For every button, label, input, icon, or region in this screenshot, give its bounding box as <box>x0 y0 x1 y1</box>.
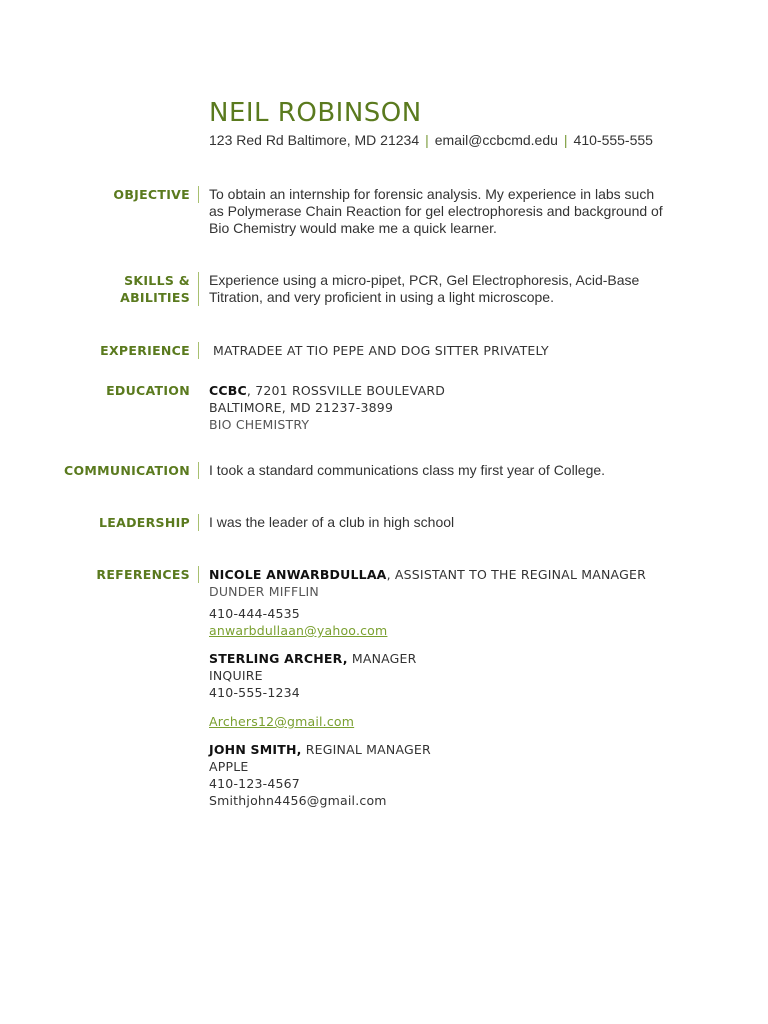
reference-entry <box>209 566 664 639</box>
candidate-name: NEIL ROBINSON <box>209 98 422 128</box>
school-city: BALTIMORE, MD 21237-3899 <box>209 400 394 415</box>
reference-email-link[interactable]: Archers12@gmail.com <box>209 714 355 729</box>
reference-email-link[interactable]: anwarbdullaan@yahoo.com <box>209 623 388 638</box>
education-major: BIO CHEMISTRY <box>209 417 310 432</box>
contact-phone: 410-555-555 <box>573 132 653 148</box>
reference-title: MANAGER <box>347 651 417 666</box>
reference-title: REGINAL MANAGER <box>301 742 431 757</box>
section-label-line: SKILLS & <box>124 273 190 288</box>
contact-email: email@ccbcmd.edu <box>434 132 558 148</box>
education-school-line <box>209 382 664 399</box>
reference-entry <box>209 650 664 730</box>
reference-name: STERLING ARCHER, <box>209 651 348 666</box>
objective-text: To obtain an internship for forensic analysis. My experience in labs such as Polymerase Chain Reaction for gel electrophoresis and background of Bio Chemistry would make me a quick learner. <box>209 186 663 236</box>
section-divider <box>198 272 199 306</box>
section-label-line: ABILITIES <box>120 290 190 305</box>
reference-heading <box>209 650 664 667</box>
section-label: EDUCATION <box>106 383 190 398</box>
communication-text: I took a standard communications class my first year of College. <box>209 462 606 478</box>
reference-company: INQUIRE <box>209 668 263 683</box>
section-divider <box>198 462 199 479</box>
section-label: COMMUNICATION <box>64 463 190 478</box>
school-name: CCBC <box>209 383 247 398</box>
reference-company: DUNDER MIFFLIN <box>209 584 319 599</box>
reference-phone: 410-123-4567 <box>209 776 300 791</box>
reference-heading <box>209 741 664 758</box>
references-list <box>209 566 664 809</box>
reference-phone: 410-444-4535 <box>209 606 300 621</box>
reference-entry <box>209 741 664 809</box>
reference-name: JOHN SMITH, <box>209 742 302 757</box>
skills-text: Experience using a micro-pipet, PCR, Gel Electrophoresis, Acid-Base Titration, and very proficient in using a light microscope. <box>209 272 640 305</box>
reference-name: NICOLE ANWARBDULLAA <box>209 567 387 582</box>
resume-header <box>209 98 653 148</box>
reference-email: Smithjohn4456@gmail.com <box>209 793 387 808</box>
reference-title: , ASSISTANT TO THE REGINAL MANAGER <box>386 567 646 582</box>
reference-heading <box>209 566 664 583</box>
section-label <box>10 272 190 306</box>
contact-separator: | <box>563 132 568 148</box>
section-label: REFERENCES <box>96 567 190 582</box>
section-divider <box>198 186 199 203</box>
reference-company: APPLE <box>209 759 249 774</box>
section-label: OBJECTIVE <box>113 187 190 202</box>
experience-text: MATRADEE AT TIO PEPE AND DOG SITTER PRIVATELY <box>213 343 549 358</box>
education-details <box>209 382 664 433</box>
contact-separator: | <box>425 132 429 148</box>
section-divider <box>198 342 199 359</box>
section-label: LEADERSHIP <box>99 515 190 530</box>
reference-phone: 410-555-1234 <box>209 685 300 700</box>
address: 123 Red Rd Baltimore, MD 21234 <box>209 132 420 148</box>
contact-line <box>209 132 653 148</box>
section-label: EXPERIENCE <box>100 343 190 358</box>
school-address: , 7201 ROSSVILLE BOULEVARD <box>246 383 446 398</box>
leadership-text: I was the leader of a club in high school <box>209 514 455 530</box>
section-divider <box>198 514 199 531</box>
section-divider <box>198 566 199 583</box>
